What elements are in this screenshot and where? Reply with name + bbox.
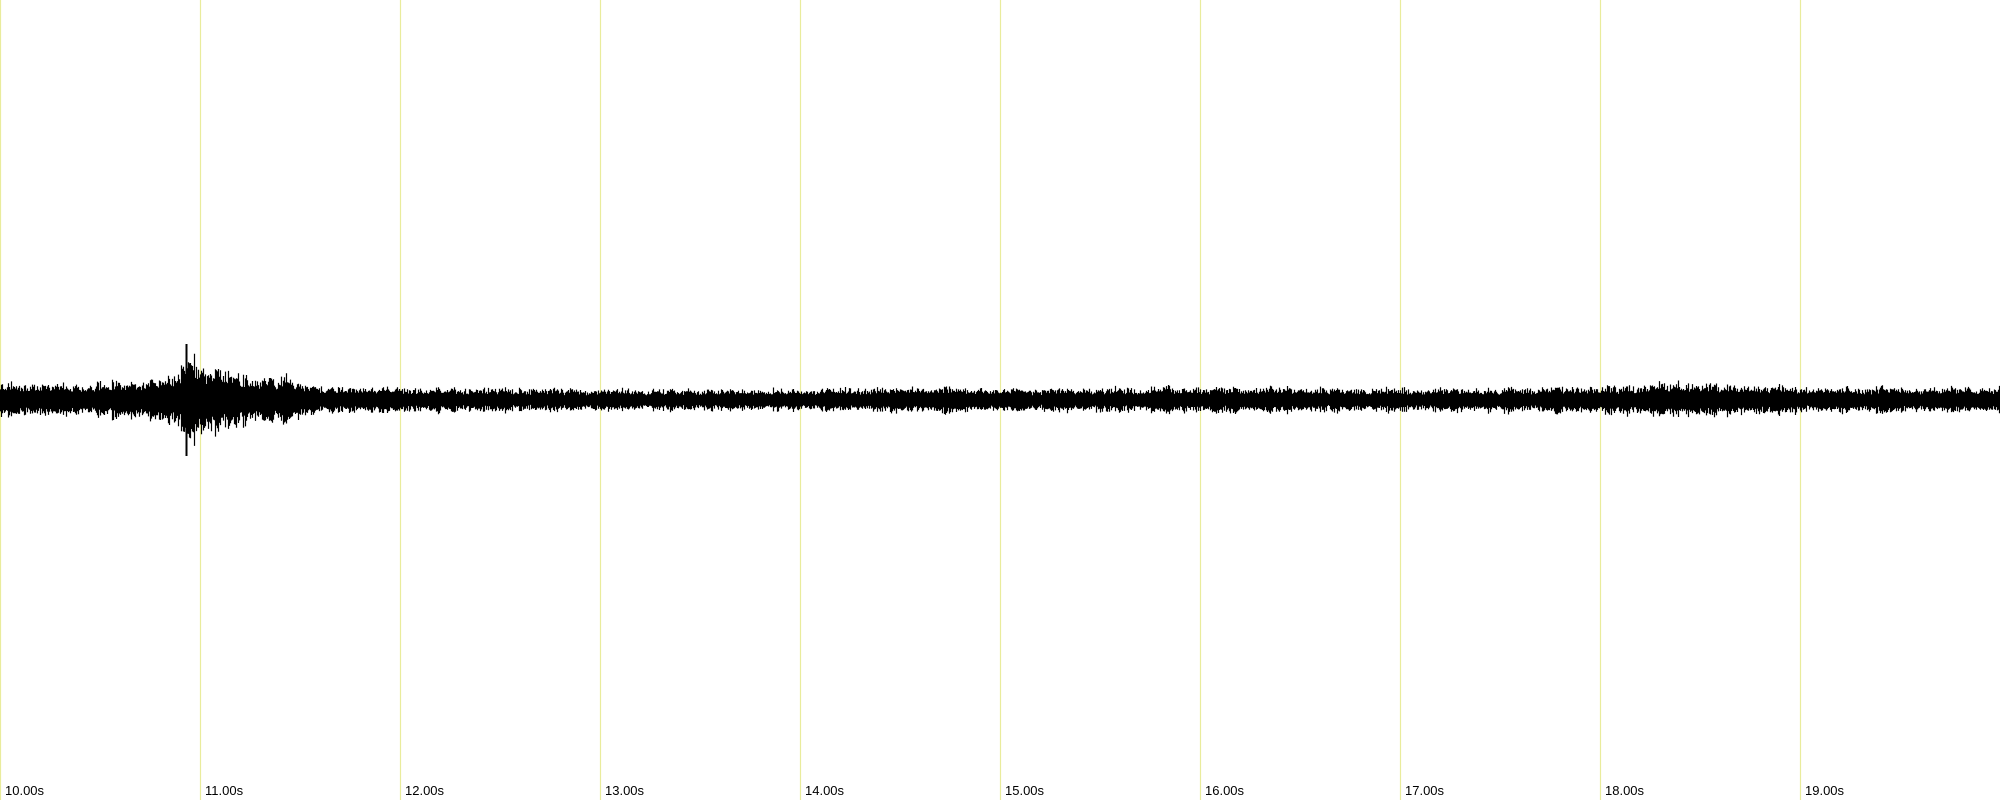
tick-label-12s: 12.00s: [405, 783, 445, 798]
tick-label-14s: 14.00s: [805, 783, 845, 798]
tick-label-17s: 17.00s: [1405, 783, 1445, 798]
tick-label-13s: 13.00s: [605, 783, 645, 798]
tick-label-10s: 10.00s: [5, 783, 45, 798]
tick-label-19s: 19.00s: [1805, 783, 1845, 798]
tick-label-15s: 15.00s: [1005, 783, 1045, 798]
tick-label-11s: 11.00s: [205, 783, 244, 798]
tick-label-16s: 16.00s: [1205, 783, 1245, 798]
tick-label-18s: 18.00s: [1605, 783, 1645, 798]
